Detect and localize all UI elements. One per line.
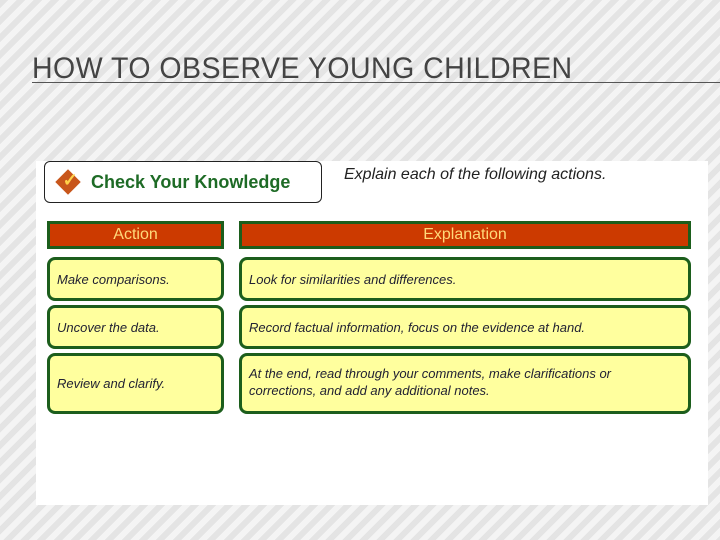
title-rule xyxy=(32,82,720,83)
slide-title: HOW TO OBSERVE YOUNG CHILDREN xyxy=(32,52,573,85)
action-cell: Review and clarify. xyxy=(47,353,224,414)
explanation-cell: Look for similarities and differences. xyxy=(239,257,691,301)
content-panel xyxy=(36,161,708,505)
check-knowledge-label: Check Your Knowledge xyxy=(91,171,291,192)
explanation-cell: Record factual information, focus on the evidence at hand. xyxy=(239,305,691,349)
instruction-text: Explain each of the following actions. xyxy=(344,166,607,183)
header-explanation: Explanation xyxy=(239,221,691,249)
action-cell: Make comparisons. xyxy=(47,257,224,301)
check-knowledge-banner xyxy=(44,161,322,203)
checkmark-icon: ✓ xyxy=(55,169,80,194)
action-cell: Uncover the data. xyxy=(47,305,224,349)
header-action: Action xyxy=(47,221,224,249)
explanation-cell: At the end, read through your comments, make clarifications or corrections, and add any additional notes. xyxy=(239,353,691,414)
